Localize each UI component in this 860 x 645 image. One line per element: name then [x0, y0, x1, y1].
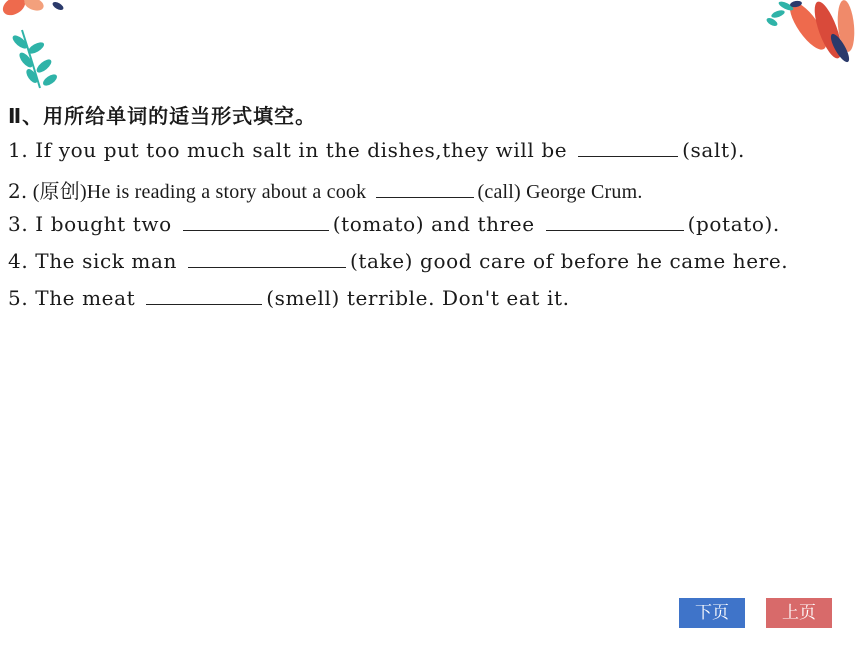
leaf-decoration-top-left — [0, 0, 80, 95]
question-text: (原创)He is reading a story about a cook — [32, 181, 367, 203]
question-2 — [8, 175, 643, 204]
question-3 — [8, 212, 780, 236]
question-hint: (call) George Crum. — [477, 181, 643, 203]
question-number: 1. — [8, 138, 29, 162]
question-number: 2. — [8, 179, 28, 203]
question-5 — [8, 286, 570, 310]
question-hint: (salt). — [682, 138, 745, 162]
leaf-decoration-top-right — [730, 0, 860, 70]
answer-blank[interactable] — [376, 179, 474, 198]
question-hint: (potato). — [687, 212, 780, 236]
question-4 — [8, 249, 788, 273]
question-hint: (take) good care of before he came here. — [349, 249, 789, 273]
question-text: I bought two — [35, 212, 172, 236]
previous-page-button[interactable]: 上页 — [766, 598, 832, 628]
section-heading: Ⅱ、用所给单词的适当形式填空。 — [8, 104, 317, 128]
question-number: 5. — [8, 286, 29, 310]
answer-blank[interactable] — [578, 138, 678, 157]
question-text: If you put too much salt in the dishes,they will be — [35, 138, 568, 162]
question-number: 4. — [8, 249, 29, 273]
question-1 — [8, 138, 745, 162]
answer-blank[interactable] — [546, 212, 684, 231]
answer-blank[interactable] — [183, 212, 329, 231]
question-hint: (smell) terrible. Don't eat it. — [266, 286, 570, 310]
answer-blank[interactable] — [188, 249, 346, 268]
question-hint: (tomato) and three — [332, 212, 535, 236]
question-text: The sick man — [35, 249, 177, 273]
question-text: The meat — [35, 286, 136, 310]
question-number: 3. — [8, 212, 29, 236]
answer-blank[interactable] — [146, 286, 262, 305]
next-page-button[interactable]: 下页 — [679, 598, 745, 628]
